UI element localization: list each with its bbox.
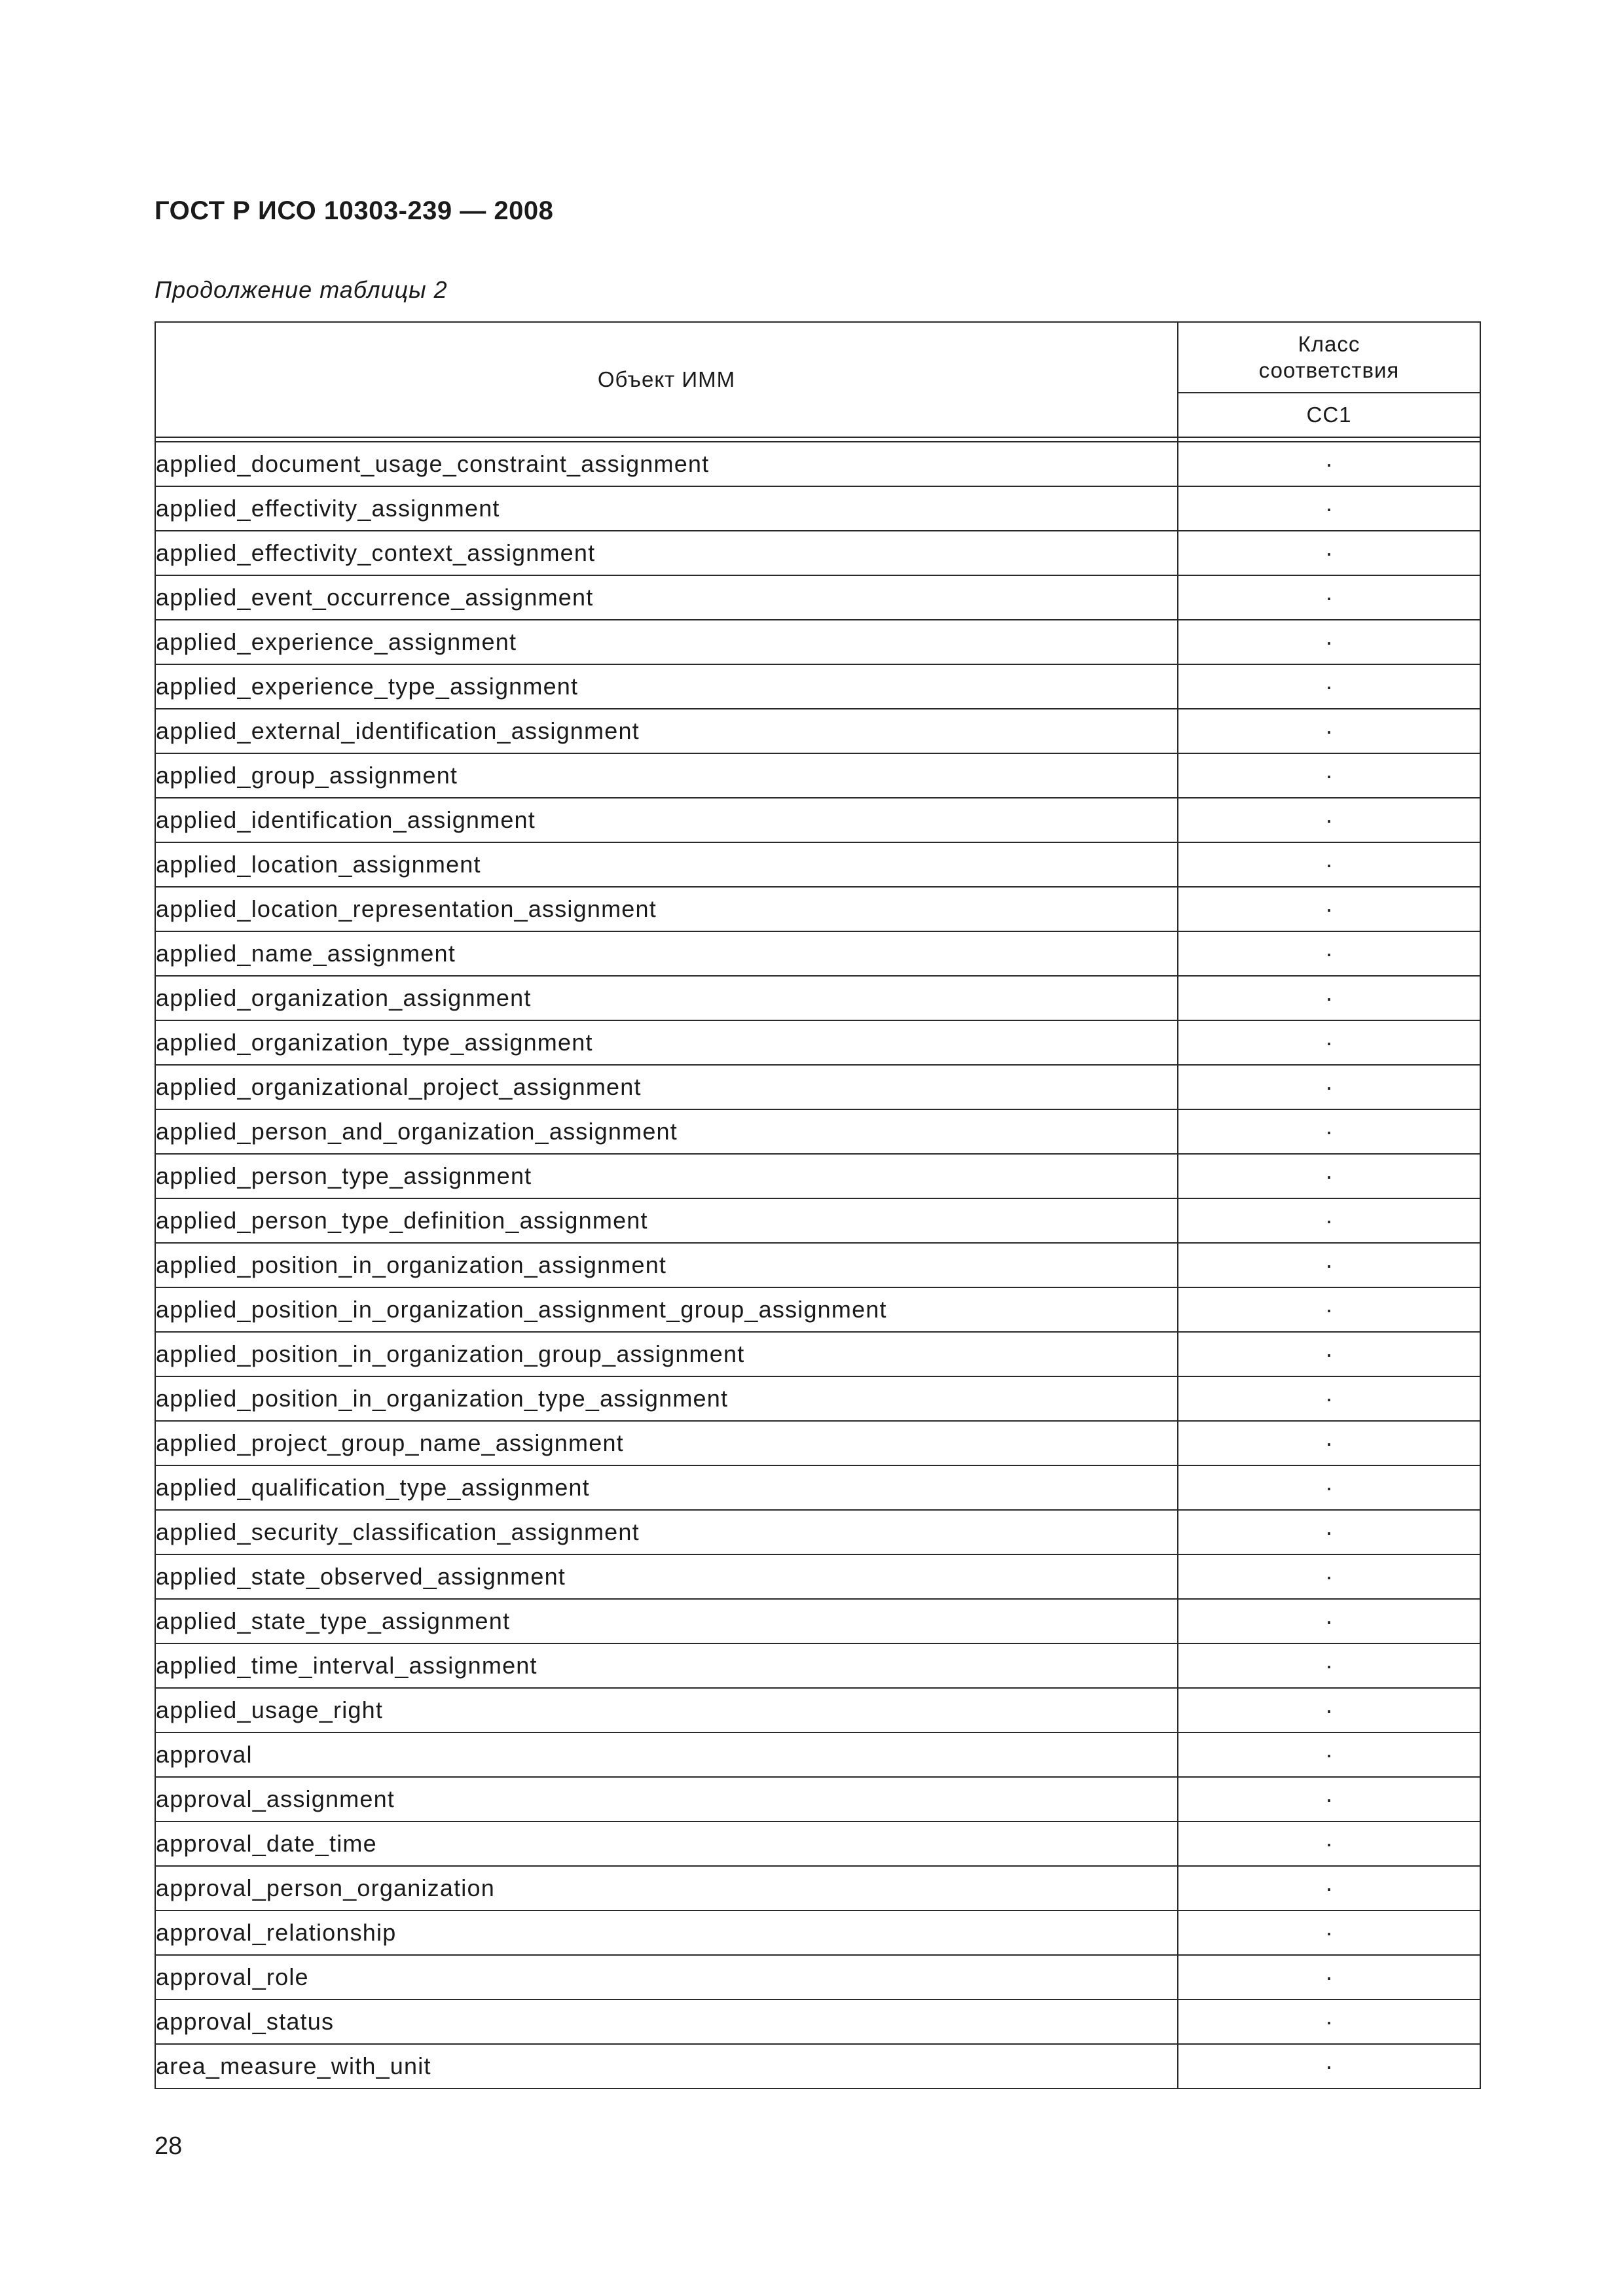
table-row: [155, 753, 1480, 798]
cc1-mark-cell: ·: [1178, 2000, 1480, 2044]
cc1-mark-cell: ·: [1178, 1109, 1480, 1154]
cc1-mark-cell: ·: [1178, 1020, 1480, 1065]
table-row: [155, 1154, 1480, 1198]
object-name-cell: applied_experience_assignment: [155, 620, 1178, 664]
cc1-mark-cell: ·: [1178, 1643, 1480, 1688]
object-name-cell: applied_name_assignment: [155, 931, 1178, 976]
table-row: [155, 2000, 1480, 2044]
table-row: [155, 620, 1480, 664]
cc1-mark-cell: ·: [1178, 753, 1480, 798]
object-name-cell: applied_external_identification_assignment: [155, 709, 1178, 753]
cc1-mark-cell: ·: [1178, 798, 1480, 842]
table-row: [155, 442, 1480, 486]
table-row: [155, 1332, 1480, 1376]
cc1-mark-cell: ·: [1178, 1599, 1480, 1643]
table-body: [155, 442, 1480, 2089]
object-name-cell: applied_organization_type_assignment: [155, 1020, 1178, 1065]
object-name-cell: applied_position_in_organization_group_assignment: [155, 1332, 1178, 1376]
cc1-mark-cell: ·: [1178, 1510, 1480, 1554]
table-row: [155, 1732, 1480, 1777]
table-row: [155, 1510, 1480, 1554]
header-separator: [155, 437, 1480, 442]
object-name-cell: applied_event_occurrence_assignment: [155, 575, 1178, 620]
table-row: [155, 1688, 1480, 1732]
table-row: [155, 842, 1480, 887]
object-name-cell: applied_organization_assignment: [155, 976, 1178, 1020]
table-header: [155, 322, 1480, 442]
cc1-mark-cell: ·: [1178, 2044, 1480, 2089]
table-row: [155, 976, 1480, 1020]
object-name-cell: approval_person_organization: [155, 1866, 1178, 1910]
object-name-cell: applied_identification_assignment: [155, 798, 1178, 842]
table-row: [155, 798, 1480, 842]
table-row: [155, 1554, 1480, 1599]
cc1-mark-cell: ·: [1178, 1821, 1480, 1866]
table-row: [155, 1109, 1480, 1154]
object-name-cell: applied_person_type_definition_assignment: [155, 1198, 1178, 1243]
column-header-class-line1: Класс: [1298, 332, 1360, 356]
cc1-mark-cell: ·: [1178, 931, 1480, 976]
object-name-cell: approval: [155, 1732, 1178, 1777]
cc1-mark-cell: ·: [1178, 575, 1480, 620]
cc1-mark-cell: ·: [1178, 1732, 1480, 1777]
table-row: [155, 1421, 1480, 1465]
object-name-cell: applied_document_usage_constraint_assignment: [155, 442, 1178, 486]
object-name-cell: applied_qualification_type_assignment: [155, 1465, 1178, 1510]
cc1-mark-cell: ·: [1178, 1287, 1480, 1332]
table-row: [155, 709, 1480, 753]
cc1-mark-cell: ·: [1178, 1910, 1480, 1955]
cc1-mark-cell: ·: [1178, 1376, 1480, 1421]
object-name-cell: applied_person_type_assignment: [155, 1154, 1178, 1198]
cc1-mark-cell: ·: [1178, 1554, 1480, 1599]
table-row: [155, 1243, 1480, 1287]
table-row: [155, 1821, 1480, 1866]
object-name-cell: applied_position_in_organization_type_assignment: [155, 1376, 1178, 1421]
cc1-mark-cell: ·: [1178, 1421, 1480, 1465]
object-name-cell: applied_experience_type_assignment: [155, 664, 1178, 709]
table-row: [155, 931, 1480, 976]
cc1-mark-cell: ·: [1178, 1866, 1480, 1910]
object-name-cell: approval_relationship: [155, 1910, 1178, 1955]
cc1-mark-cell: ·: [1178, 1465, 1480, 1510]
table-row: [155, 1065, 1480, 1109]
cc1-mark-cell: ·: [1178, 1198, 1480, 1243]
object-name-cell: applied_effectivity_context_assignment: [155, 531, 1178, 575]
object-name-cell: applied_organizational_project_assignment: [155, 1065, 1178, 1109]
table-row: [155, 575, 1480, 620]
column-header-object: Объект ИММ: [155, 322, 1178, 437]
object-name-cell: applied_effectivity_assignment: [155, 486, 1178, 531]
table-caption: Продолжение таблицы 2: [155, 276, 448, 303]
cc1-mark-cell: ·: [1178, 976, 1480, 1020]
cc1-mark-cell: ·: [1178, 664, 1480, 709]
cc1-mark-cell: ·: [1178, 1065, 1480, 1109]
column-header-class-line2: соответствия: [1258, 358, 1400, 382]
object-name-cell: applied_location_assignment: [155, 842, 1178, 887]
table-row: [155, 2044, 1480, 2089]
cc1-mark-cell: ·: [1178, 1688, 1480, 1732]
object-name-cell: applied_state_type_assignment: [155, 1599, 1178, 1643]
object-name-cell: applied_state_observed_assignment: [155, 1554, 1178, 1599]
document-header: ГОСТ Р ИСО 10303-239 — 2008: [155, 196, 554, 225]
table-row: [155, 1910, 1480, 1955]
object-name-cell: applied_security_classification_assignment: [155, 1510, 1178, 1554]
table-row: [155, 1198, 1480, 1243]
table-row: [155, 1465, 1480, 1510]
table-row: [155, 531, 1480, 575]
object-name-cell: approval_assignment: [155, 1777, 1178, 1821]
cc1-mark-cell: ·: [1178, 1955, 1480, 2000]
cc1-mark-cell: ·: [1178, 709, 1480, 753]
cc1-mark-cell: ·: [1178, 1243, 1480, 1287]
table-row: [155, 1287, 1480, 1332]
object-name-cell: approval_date_time: [155, 1821, 1178, 1866]
cc1-mark-cell: ·: [1178, 1332, 1480, 1376]
cc1-mark-cell: ·: [1178, 442, 1480, 486]
column-header-conformance-class: [1178, 322, 1480, 393]
object-name-cell: approval_role: [155, 1955, 1178, 2000]
table-row: [155, 1955, 1480, 2000]
object-name-cell: approval_status: [155, 2000, 1178, 2044]
object-name-cell: area_measure_with_unit: [155, 2044, 1178, 2089]
table-row: [155, 1643, 1480, 1688]
cc1-mark-cell: ·: [1178, 887, 1480, 931]
cc1-mark-cell: ·: [1178, 486, 1480, 531]
object-name-cell: applied_group_assignment: [155, 753, 1178, 798]
object-name-cell: applied_position_in_organization_assignment_group_assignment: [155, 1287, 1178, 1332]
table-row: [155, 664, 1480, 709]
table-row: [155, 1376, 1480, 1421]
object-name-cell: applied_usage_right: [155, 1688, 1178, 1732]
cc1-mark-cell: ·: [1178, 842, 1480, 887]
cc1-mark-cell: ·: [1178, 620, 1480, 664]
cc1-mark-cell: ·: [1178, 531, 1480, 575]
table-row: [155, 887, 1480, 931]
object-name-cell: applied_person_and_organization_assignment: [155, 1109, 1178, 1154]
cc1-mark-cell: ·: [1178, 1154, 1480, 1198]
object-name-cell: applied_time_interval_assignment: [155, 1643, 1178, 1688]
object-name-cell: applied_location_representation_assignment: [155, 887, 1178, 931]
table-row: [155, 486, 1480, 531]
object-name-cell: applied_position_in_organization_assignment: [155, 1243, 1178, 1287]
table-row: [155, 1020, 1480, 1065]
conformance-table: [155, 321, 1481, 2089]
object-name-cell: applied_project_group_name_assignment: [155, 1421, 1178, 1465]
column-header-cc1: CC1: [1178, 393, 1480, 437]
cc1-mark-cell: ·: [1178, 1777, 1480, 1821]
table-row: [155, 1866, 1480, 1910]
table-row: [155, 1599, 1480, 1643]
page-number: 28: [155, 2132, 183, 2160]
table-row: [155, 1777, 1480, 1821]
